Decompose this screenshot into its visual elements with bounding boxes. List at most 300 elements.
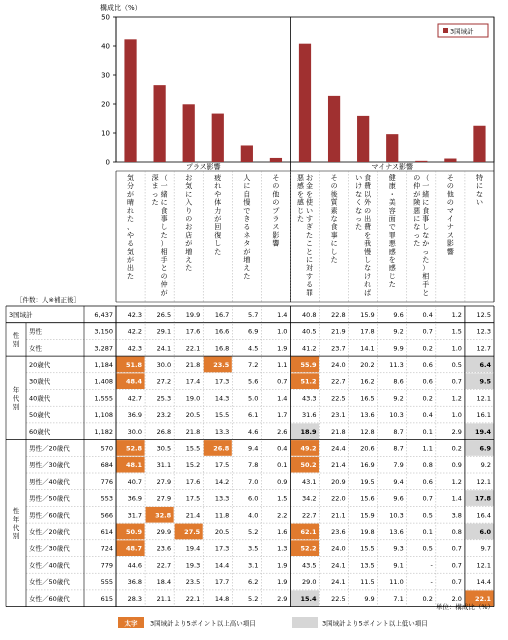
svg-text:我: 我 bbox=[364, 239, 372, 248]
cell-value: 5.2 bbox=[248, 527, 259, 536]
cell-value: 9.3 bbox=[393, 544, 404, 553]
cell-value: 17.5 bbox=[214, 461, 230, 470]
svg-text:た: た bbox=[297, 215, 304, 223]
cell-value: 19.4 bbox=[474, 427, 491, 436]
segment-label bbox=[13, 385, 20, 411]
svg-text:（: （ bbox=[422, 174, 430, 182]
svg-text:が: が bbox=[413, 190, 421, 199]
svg-text:特: 特 bbox=[475, 174, 483, 182]
cell-value: 17.3 bbox=[214, 544, 230, 553]
svg-text:え: え bbox=[243, 264, 251, 273]
cell-value: 0.7 bbox=[422, 494, 433, 503]
cell-value: 24.1 bbox=[331, 578, 346, 587]
cell-value: 21.1 bbox=[156, 594, 172, 603]
cell-value: 9.7 bbox=[480, 544, 491, 553]
svg-text:の: の bbox=[160, 272, 168, 281]
cell-value: 1.9 bbox=[277, 344, 288, 353]
row-count: 3,287 bbox=[94, 344, 113, 353]
cell-value: 17.3 bbox=[214, 377, 230, 386]
row-count: 3,150 bbox=[94, 327, 113, 336]
svg-text:店: 店 bbox=[185, 231, 193, 240]
svg-text:っ: っ bbox=[151, 190, 159, 199]
cell-value: 24.1 bbox=[156, 344, 172, 353]
cell-value: 42.2 bbox=[127, 327, 143, 336]
svg-text:他: 他 bbox=[446, 190, 454, 199]
svg-text:力: 力 bbox=[214, 206, 222, 215]
svg-text:仲: 仲 bbox=[160, 280, 168, 289]
svg-text:別: 別 bbox=[12, 532, 20, 541]
cell-value: 22.8 bbox=[331, 310, 346, 319]
row-count: 724 bbox=[100, 544, 113, 553]
table-row bbox=[29, 510, 491, 519]
svg-text:に: に bbox=[422, 198, 430, 207]
cell-value: 0.9 bbox=[277, 477, 288, 486]
svg-text:代: 代 bbox=[12, 523, 20, 532]
cell-value: 1.2 bbox=[451, 310, 462, 319]
svg-text:緒: 緒 bbox=[160, 190, 168, 199]
svg-text:で: で bbox=[243, 206, 251, 215]
cell-value: 9.5 bbox=[479, 377, 491, 386]
cell-value: 14.8 bbox=[214, 594, 230, 603]
cell-value: 23.2 bbox=[156, 411, 172, 420]
svg-text:が: が bbox=[243, 247, 251, 256]
cell-value: 12.7 bbox=[476, 344, 491, 353]
svg-text:増: 増 bbox=[243, 256, 251, 264]
y-axis-label: 構成比（%） bbox=[100, 4, 142, 12]
svg-text:く: く bbox=[355, 198, 363, 207]
cell-value: 14.1 bbox=[360, 344, 375, 353]
svg-text:に: に bbox=[330, 239, 338, 248]
row-count: 615 bbox=[100, 594, 113, 603]
cell-value: 0.6 bbox=[422, 360, 433, 369]
cell-value: 2.0 bbox=[451, 594, 462, 603]
cell-value: 27.5 bbox=[184, 527, 201, 536]
svg-text:復: 復 bbox=[214, 231, 222, 240]
svg-text:感: 感 bbox=[297, 182, 304, 191]
row-label: 男性／40歳代 bbox=[29, 477, 70, 486]
svg-text:回: 回 bbox=[214, 223, 222, 232]
svg-text:が: が bbox=[160, 288, 168, 297]
svg-text:ス: ス bbox=[446, 231, 454, 240]
cell-value: 0.2 bbox=[422, 394, 433, 403]
cell-value: 0.7 bbox=[277, 377, 288, 386]
svg-text:出: 出 bbox=[127, 264, 135, 273]
cell-value: 20.5 bbox=[214, 527, 230, 536]
svg-text:れ: れ bbox=[214, 182, 222, 191]
svg-text:の: の bbox=[446, 198, 454, 207]
cell-value: 7.0 bbox=[248, 477, 259, 486]
cell-value: 12.5 bbox=[476, 310, 491, 319]
svg-text:ネ: ネ bbox=[243, 231, 251, 240]
row-label: 男性 bbox=[29, 327, 42, 336]
svg-text:タ: タ bbox=[243, 239, 251, 248]
cell-value: 48.7 bbox=[126, 544, 143, 553]
legend-label: 3国域計 bbox=[450, 27, 474, 36]
svg-text:感: 感 bbox=[388, 264, 396, 273]
svg-text:仲: 仲 bbox=[413, 182, 421, 191]
svg-text:っ: っ bbox=[413, 231, 421, 240]
svg-text:や: や bbox=[127, 231, 135, 240]
svg-text:悪: 悪 bbox=[388, 239, 396, 248]
svg-text:が: が bbox=[185, 239, 193, 248]
svg-text:人: 人 bbox=[243, 174, 251, 182]
cell-value: 11.8 bbox=[214, 511, 230, 520]
svg-text:た: た bbox=[422, 256, 430, 264]
svg-text:た: た bbox=[388, 280, 396, 289]
svg-text:一: 一 bbox=[422, 182, 430, 191]
row-label: 50歳代 bbox=[29, 411, 51, 420]
y-tick-label: 40 bbox=[101, 42, 110, 51]
svg-text:入: 入 bbox=[185, 198, 193, 207]
cell-value: 43.5 bbox=[302, 561, 317, 570]
cell-value: - bbox=[430, 578, 433, 587]
cell-value: 10.3 bbox=[389, 411, 404, 420]
svg-text:る: る bbox=[127, 239, 135, 248]
svg-text:が: が bbox=[127, 256, 135, 264]
row-label: 男性／60歳代 bbox=[29, 511, 70, 520]
cell-value: 0.6 bbox=[422, 377, 433, 386]
svg-text:食: 食 bbox=[160, 206, 168, 215]
svg-text:使: 使 bbox=[306, 198, 313, 207]
cell-value: 6.9 bbox=[479, 444, 491, 453]
legend-low-swatch bbox=[292, 617, 318, 628]
cell-value: 5.0 bbox=[248, 394, 259, 403]
svg-text:ス: ス bbox=[272, 223, 280, 232]
cell-value: 6.4 bbox=[479, 360, 491, 369]
cell-value: 0.8 bbox=[422, 461, 433, 470]
cell-value: 19.5 bbox=[360, 477, 375, 486]
table-row bbox=[29, 393, 491, 402]
svg-text:健: 健 bbox=[388, 174, 396, 182]
row-count: 776 bbox=[100, 477, 113, 486]
cell-value: 48.1 bbox=[126, 461, 143, 470]
cell-value: 11.0 bbox=[389, 578, 404, 587]
row-count: 1,108 bbox=[94, 411, 113, 420]
cell-value: 22.1 bbox=[474, 594, 491, 603]
cell-value: 19.9 bbox=[185, 310, 201, 319]
table-row bbox=[29, 527, 491, 536]
row-label: 60歳代 bbox=[29, 427, 51, 436]
svg-text:ぎ: ぎ bbox=[306, 223, 313, 232]
svg-text:を: を bbox=[306, 190, 313, 199]
svg-text:緒: 緒 bbox=[422, 190, 430, 199]
table-row bbox=[29, 577, 491, 586]
count-header: ［件数：人※補正後］ bbox=[16, 296, 80, 304]
svg-text:相: 相 bbox=[422, 272, 430, 281]
svg-text:、: 、 bbox=[127, 223, 135, 232]
svg-text:が: が bbox=[214, 215, 222, 223]
svg-text:し: し bbox=[330, 247, 338, 256]
svg-text:素: 素 bbox=[330, 206, 338, 215]
cell-value: 1.0 bbox=[277, 327, 288, 336]
table-row bbox=[29, 594, 491, 603]
cell-value: 22.5 bbox=[331, 594, 346, 603]
cell-value: 7.1 bbox=[393, 594, 404, 603]
svg-text:な: な bbox=[355, 206, 363, 215]
cell-value: 3.8 bbox=[451, 511, 462, 520]
svg-text:体: 体 bbox=[214, 198, 222, 207]
svg-text:そ: そ bbox=[330, 174, 338, 182]
cell-value: 6.2 bbox=[248, 578, 259, 587]
svg-text:た: た bbox=[330, 256, 338, 264]
cell-value: 12.1 bbox=[476, 394, 491, 403]
svg-text:響: 響 bbox=[446, 247, 454, 256]
cell-value: 16.7 bbox=[214, 310, 230, 319]
svg-text:る: る bbox=[243, 223, 251, 232]
cell-value: 6.0 bbox=[248, 494, 259, 503]
cell-value: 1.0 bbox=[451, 344, 462, 353]
cell-value: 0.7 bbox=[451, 544, 462, 553]
svg-text:に: に bbox=[185, 190, 193, 199]
row-label: 女性／50歳代 bbox=[29, 578, 70, 587]
cell-value: 0.9 bbox=[451, 461, 462, 470]
cell-value: 43.1 bbox=[302, 477, 317, 486]
svg-text:慢: 慢 bbox=[364, 247, 372, 256]
svg-text:を: を bbox=[388, 256, 396, 264]
cell-value: 2.9 bbox=[277, 594, 288, 603]
svg-text:な: な bbox=[330, 215, 338, 223]
cell-value: 0.6 bbox=[422, 477, 433, 486]
svg-text:れ: れ bbox=[364, 280, 372, 289]
cell-value: 8.6 bbox=[393, 377, 404, 386]
svg-text:事: 事 bbox=[422, 215, 430, 223]
svg-text:後: 後 bbox=[330, 190, 338, 199]
svg-text:に: に bbox=[475, 182, 483, 191]
svg-text:罪: 罪 bbox=[388, 231, 396, 240]
svg-text:が: が bbox=[127, 190, 135, 199]
cell-value: 8.7 bbox=[393, 444, 404, 453]
row-label: 男性／20歳代 bbox=[29, 444, 70, 453]
y-tick-label: 50 bbox=[101, 13, 110, 22]
cell-value: 52.2 bbox=[300, 544, 317, 553]
svg-text:た: た bbox=[127, 215, 135, 223]
cell-value: 29.1 bbox=[156, 327, 172, 336]
cell-value: 0.5 bbox=[422, 544, 433, 553]
row-count: 1,555 bbox=[94, 394, 113, 403]
svg-text:慢: 慢 bbox=[243, 198, 251, 207]
cell-value: 7.9 bbox=[393, 461, 404, 470]
table-row bbox=[29, 343, 491, 352]
cell-value: 9.9 bbox=[364, 594, 375, 603]
cell-value: 14.3 bbox=[214, 394, 230, 403]
cell-value: 20.2 bbox=[360, 360, 375, 369]
svg-text:食: 食 bbox=[330, 223, 338, 232]
svg-text:な: な bbox=[355, 190, 363, 199]
cell-value: 22.1 bbox=[185, 594, 201, 603]
svg-text:手: 手 bbox=[160, 256, 168, 264]
svg-text:（: （ bbox=[160, 174, 168, 182]
cell-value: 0.8 bbox=[451, 527, 462, 536]
cell-value: 22.7 bbox=[302, 511, 317, 520]
cell-value: 16.1 bbox=[476, 411, 491, 420]
cell-value: 15.4 bbox=[300, 594, 317, 603]
cell-value: 49.2 bbox=[300, 444, 317, 453]
cell-value: 26.8 bbox=[213, 444, 230, 453]
row-count: 1,182 bbox=[94, 427, 113, 436]
cell-value: 0.1 bbox=[422, 427, 433, 436]
svg-text:す: す bbox=[306, 215, 313, 223]
cell-value: 17.4 bbox=[185, 377, 201, 386]
svg-text:響: 響 bbox=[272, 239, 280, 248]
svg-text:の: の bbox=[446, 182, 454, 191]
table-row bbox=[29, 410, 491, 419]
cell-value: 12.3 bbox=[476, 327, 491, 336]
svg-text:ま: ま bbox=[151, 182, 159, 191]
cell-value: 23.7 bbox=[331, 344, 346, 353]
cell-value: 26.5 bbox=[156, 310, 172, 319]
svg-text:の: の bbox=[185, 215, 193, 223]
cell-value: 1.2 bbox=[451, 477, 462, 486]
cell-value: 21.8 bbox=[185, 360, 201, 369]
cell-value: 23.5 bbox=[185, 578, 201, 587]
svg-text:疲: 疲 bbox=[214, 174, 222, 182]
svg-text:分: 分 bbox=[127, 182, 135, 191]
cell-value: 17.8 bbox=[360, 327, 375, 336]
cell-value: 23.1 bbox=[331, 411, 346, 420]
svg-text:康: 康 bbox=[388, 182, 396, 191]
row-count: 779 bbox=[100, 561, 113, 570]
cell-value: 13.3 bbox=[214, 427, 230, 436]
svg-text:影: 影 bbox=[446, 239, 454, 248]
row-label: 40歳代 bbox=[29, 394, 51, 403]
cell-value: 15.9 bbox=[360, 511, 375, 520]
cell-value: 22.7 bbox=[331, 377, 346, 386]
svg-text:そ: そ bbox=[446, 174, 454, 182]
cell-value: 1.4 bbox=[277, 394, 288, 403]
cell-value: 36.8 bbox=[127, 578, 143, 587]
cell-value: 14.2 bbox=[214, 477, 230, 486]
cell-value: 44.6 bbox=[127, 561, 143, 570]
svg-text:イ: イ bbox=[446, 215, 454, 223]
svg-text:た: た bbox=[127, 272, 135, 281]
svg-text:別: 別 bbox=[12, 340, 20, 349]
cell-value: 16.2 bbox=[360, 377, 375, 386]
svg-text:け: け bbox=[355, 182, 363, 191]
svg-text:以: 以 bbox=[364, 190, 372, 199]
cell-value: 5.2 bbox=[248, 594, 259, 603]
svg-text:別: 別 bbox=[12, 402, 20, 411]
svg-text:に: に bbox=[306, 256, 313, 264]
svg-text:た: た bbox=[355, 223, 363, 232]
svg-text:に: に bbox=[160, 198, 168, 207]
cell-value: 14.4 bbox=[214, 561, 230, 570]
cell-value: 9.2 bbox=[393, 394, 404, 403]
cell-value: 55.9 bbox=[300, 360, 317, 369]
y-tick-label: 20 bbox=[101, 100, 110, 109]
cell-value: 10.3 bbox=[389, 511, 404, 520]
cell-value: 25.3 bbox=[156, 394, 172, 403]
cell-value: 22.7 bbox=[156, 561, 172, 570]
cell-value: 12.8 bbox=[360, 427, 375, 436]
cell-value: 0.4 bbox=[422, 411, 433, 420]
cell-value: 1.6 bbox=[277, 527, 288, 536]
row-label: 女性／30歳代 bbox=[29, 544, 70, 553]
cell-value: 12.1 bbox=[476, 477, 491, 486]
row-count: 1,184 bbox=[94, 360, 113, 369]
cell-value: 20.9 bbox=[331, 477, 346, 486]
svg-text:な: な bbox=[413, 223, 421, 232]
cell-value: 11.5 bbox=[360, 578, 375, 587]
cell-value: 41.2 bbox=[302, 344, 317, 353]
svg-text:プ: プ bbox=[272, 206, 280, 215]
cell-value: 18.9 bbox=[300, 427, 317, 436]
cell-value: 51.2 bbox=[300, 377, 317, 386]
svg-text:ナ: ナ bbox=[446, 223, 454, 232]
cell-value: 1.5 bbox=[451, 327, 462, 336]
cell-value: 17.7 bbox=[214, 578, 230, 587]
cell-value: 36.9 bbox=[127, 411, 143, 420]
row-label: 20歳代 bbox=[29, 360, 51, 369]
cell-value: 4.0 bbox=[248, 511, 259, 520]
cell-value: 30.0 bbox=[156, 360, 172, 369]
cell-value: 20.6 bbox=[360, 444, 375, 453]
svg-text:事: 事 bbox=[160, 215, 168, 223]
cell-value: 13.5 bbox=[360, 561, 375, 570]
segment-label bbox=[13, 331, 20, 348]
svg-text:対: 対 bbox=[306, 264, 313, 273]
row-count: 570 bbox=[100, 444, 113, 453]
y-tick-label: 30 bbox=[101, 71, 110, 80]
svg-text:え: え bbox=[185, 256, 193, 264]
cell-value: 27.9 bbox=[156, 477, 172, 486]
svg-text:の: の bbox=[272, 182, 280, 191]
svg-text:悪: 悪 bbox=[413, 206, 421, 215]
cell-value: 26.8 bbox=[156, 427, 172, 436]
svg-text:の: の bbox=[413, 174, 421, 182]
cell-value: 0.2 bbox=[451, 444, 462, 453]
svg-text:け: け bbox=[364, 272, 372, 281]
cell-value: 19.8 bbox=[360, 527, 375, 536]
svg-text:晴: 晴 bbox=[127, 198, 135, 207]
cell-value: 16.5 bbox=[360, 394, 375, 403]
cell-value: 22.1 bbox=[185, 344, 201, 353]
svg-text:気: 気 bbox=[127, 174, 135, 182]
svg-text:お: お bbox=[306, 174, 313, 182]
svg-text:の: の bbox=[272, 198, 280, 207]
row-label: 男性／30歳代 bbox=[29, 461, 70, 470]
svg-text:一: 一 bbox=[160, 182, 168, 191]
svg-text:じ: じ bbox=[388, 272, 396, 281]
svg-text:な: な bbox=[422, 231, 430, 240]
svg-text:外: 外 bbox=[364, 198, 372, 207]
svg-text:れ: れ bbox=[127, 206, 135, 215]
svg-text:を: を bbox=[297, 190, 304, 199]
svg-text:た: た bbox=[413, 239, 421, 248]
cell-value: 15.5 bbox=[214, 411, 230, 420]
svg-text:悪: 悪 bbox=[297, 174, 304, 182]
svg-text:っ: っ bbox=[355, 215, 363, 223]
svg-text:と: と bbox=[422, 288, 430, 297]
cell-value: 17.6 bbox=[185, 327, 201, 336]
cell-value: 29.9 bbox=[156, 527, 172, 536]
table-row bbox=[29, 427, 491, 436]
svg-text:た: た bbox=[243, 272, 251, 281]
cell-value: 32.8 bbox=[155, 511, 172, 520]
svg-text:深: 深 bbox=[151, 174, 159, 182]
cell-value: 50.9 bbox=[126, 527, 143, 536]
cell-value: 31.6 bbox=[302, 411, 317, 420]
cell-value: 51.8 bbox=[126, 360, 143, 369]
svg-text:い: い bbox=[355, 174, 363, 182]
cell-value: 21.8 bbox=[185, 427, 201, 436]
cell-value: 0.4 bbox=[277, 444, 288, 453]
cell-value: 2.9 bbox=[451, 427, 462, 436]
cell-value: 16.9 bbox=[360, 461, 375, 470]
cell-value: 1.9 bbox=[277, 578, 288, 587]
cell-value: 9.1 bbox=[393, 561, 404, 570]
cell-value: 9.6 bbox=[393, 310, 404, 319]
svg-text:た: た bbox=[151, 198, 159, 207]
